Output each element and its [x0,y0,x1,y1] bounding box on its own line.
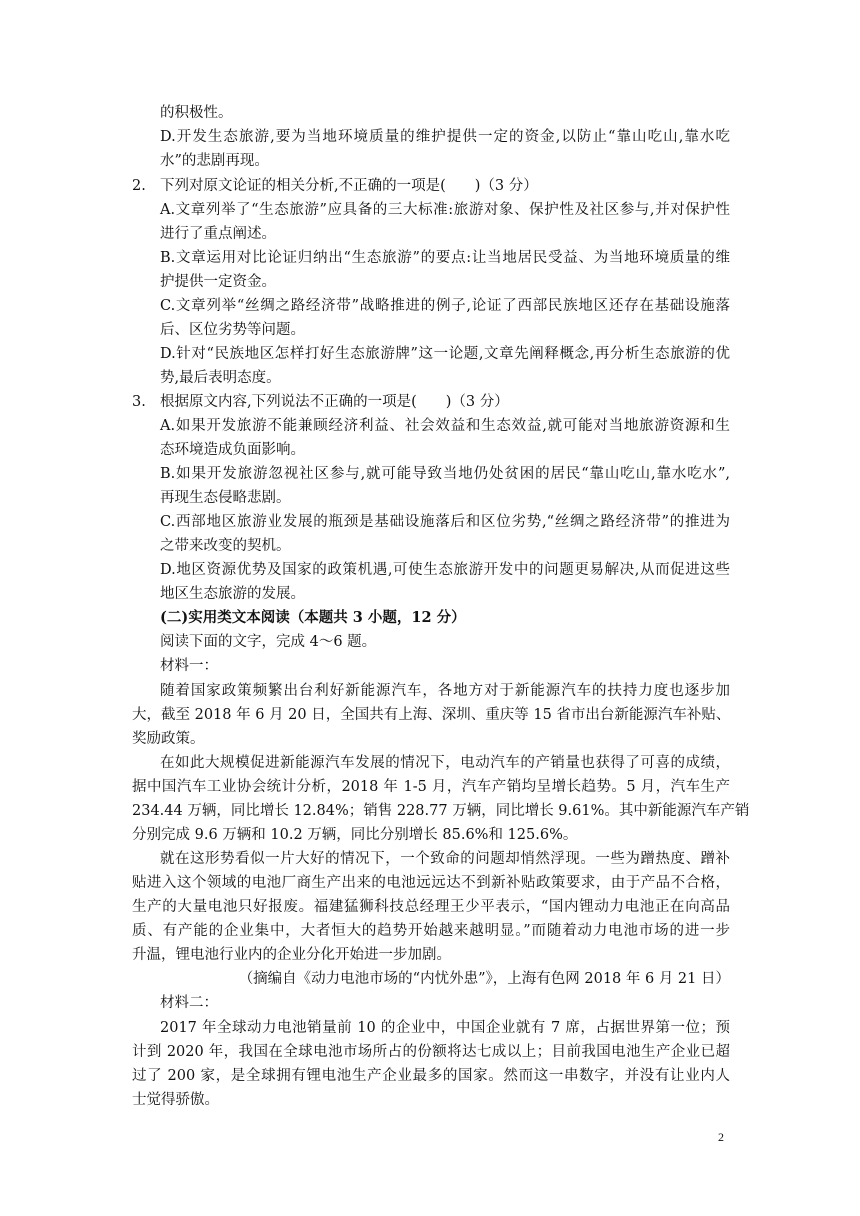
material-label: 材料二： [160,995,218,1011]
text-line: 进行了重点阐述。 [160,226,276,242]
paragraph-line: 就在这形势看似一片大好的情况下，一个致命的问题却悄然浮现。一些为蹭热度、蹭补 [160,851,730,867]
option-c-line: C.文章列举“丝绸之路经济带”战略推进的例子,论证了西部民族地区还存在基础设施落 [160,298,730,314]
option-c-line: C.西部地区旅游业发展的瓶颈是基础设施落后和区位劣势,“丝绸之路经济带”的推进为 [160,514,730,530]
option-a-line: A.文章列举了“生态旅游”应具备的三大标准:旅游对象、保护性及社区参与,并对保护性 [160,202,730,218]
paragraph-line: 生产的大量电池只好报废。福建猛狮科技总经理王少平表示，“国内锂动力电池正在向高品 [132,899,730,915]
text-line: 地区生态旅游的发展。 [160,586,305,602]
option-d-line: D.地区资源优势及国家的政策机遇,可使生态旅游开发中的问题更易解决,从而促进这些 [160,562,730,578]
paragraph-line: 大，截至 2018 年 6 月 20 日，全国共有上海、深圳、重庆等 15 省市出台新能源汽车补贴、 [132,707,731,723]
paragraph-line: 贴进入这个领域的电池厂商生产出来的电池远远达不到新补贴政策要求，由于产品不合格， [132,875,730,891]
paragraph-line: 奖励政策。 [132,731,205,747]
question-stem: 根据原文内容,下列说法不正确的一项是( )（3 分） [160,394,509,410]
text-line: 势,最后表明态度。 [160,370,281,386]
material-label: 材料一： [160,658,218,674]
page-number: 2 [718,1130,724,1144]
question-number: 2. [132,178,146,194]
paragraph-line: 计到 2020 年，我国在全球电池市场所占的份额将达七成以上；目前我国电池生产企业已超 [132,1044,730,1060]
question-number: 3. [132,394,146,410]
paragraph-line: 分别完成 9.6 万辆和 10.2 万辆，同比分别增长 85.6%和 125.6%。 [132,827,578,843]
option-a-line: A.如果开发旅游不能兼顾经济利益、社会效益和生态效益,就可能对当地旅游资源和生 [160,418,730,434]
text-line: 之带来改变的契机。 [160,538,291,554]
source-citation: （摘编自《动力电池市场的“内忧外患”》，上海有色网 2018 年 6 月 21 日） [238,971,730,987]
paragraph-line: 在如此大规模促进新能源汽车发展的情况下，电动汽车的产销量也获得了可喜的成绩， [160,755,730,771]
option-b-line: B.文章运用对比论证归纳出“生态旅游”的要点:让当地居民受益、为当地环境质量的维 [160,250,730,266]
question-stem: 下列对原文论证的相关分析,不正确的一项是( )（3 分） [160,178,538,194]
text-line: 的积极性。 [160,105,233,121]
paragraph-line: 过了 200 家，是全球拥有锂电池生产企业最多的国家。然而这一串数字，并没有让业内人 [132,1068,730,1084]
paragraph-line: 234.44 万辆，同比增长 12.84%；销售 228.77 万辆，同比增长 9.61%。其中新能源汽车产销 [132,803,750,819]
option-b-line: B.如果开发旅游忽视社区参与,就可能导致当地仍处贫困的居民“靠山吃山,靠水吃水”, [160,466,730,482]
paragraph-line: 质、有产能的企业集中，大者恒大的趋势开始越来越明显。”而随着动力电池市场的进一步 [132,923,730,939]
text-line: 态环境造成负面影响。 [160,442,305,458]
text-line: 水”的悲剧再现。 [160,153,269,169]
question-3 [132,392,730,412]
text-line: 护提供一定资金。 [160,274,276,290]
section-heading: (二)实用类文本阅读（本题共 3 小题，12 分） [160,609,466,626]
paragraph-line: 士觉得骄傲。 [132,1092,219,1108]
text-line: 后、区位劣势等问题。 [160,322,305,338]
paragraph-line: 升温，锂电池行业内的企业分化开始进一步加剧。 [132,947,451,963]
instruction-line: 阅读下面的文字，完成 4～6 题。 [160,634,377,650]
paragraph-line: 2017 年全球动力电池销量前 10 的企业中，中国企业就有 7 席，占据世界第一位；预 [160,1020,730,1036]
option-d-line: D.开发生态旅游,要为当地环境质量的维护提供一定的资金,以防止“靠山吃山,靠水吃 [160,129,730,145]
text-line: 再现生态侵略悲剧。 [160,490,291,506]
question-2 [132,176,730,196]
paragraph-line: 据中国汽车工业协会统计分析，2018 年 1-5 月，汽车产销均呈增长趋势。5 月，汽车生产 [132,779,730,795]
option-d-line: D.针对“民族地区怎样打好生态旅游牌”这一论题,文章先阐释概念,再分析生态旅游的优 [160,346,730,362]
paragraph-line: 随着国家政策频繁出台利好新能源汽车，各地方对于新能源汽车的扶持力度也逐步加 [160,683,730,699]
